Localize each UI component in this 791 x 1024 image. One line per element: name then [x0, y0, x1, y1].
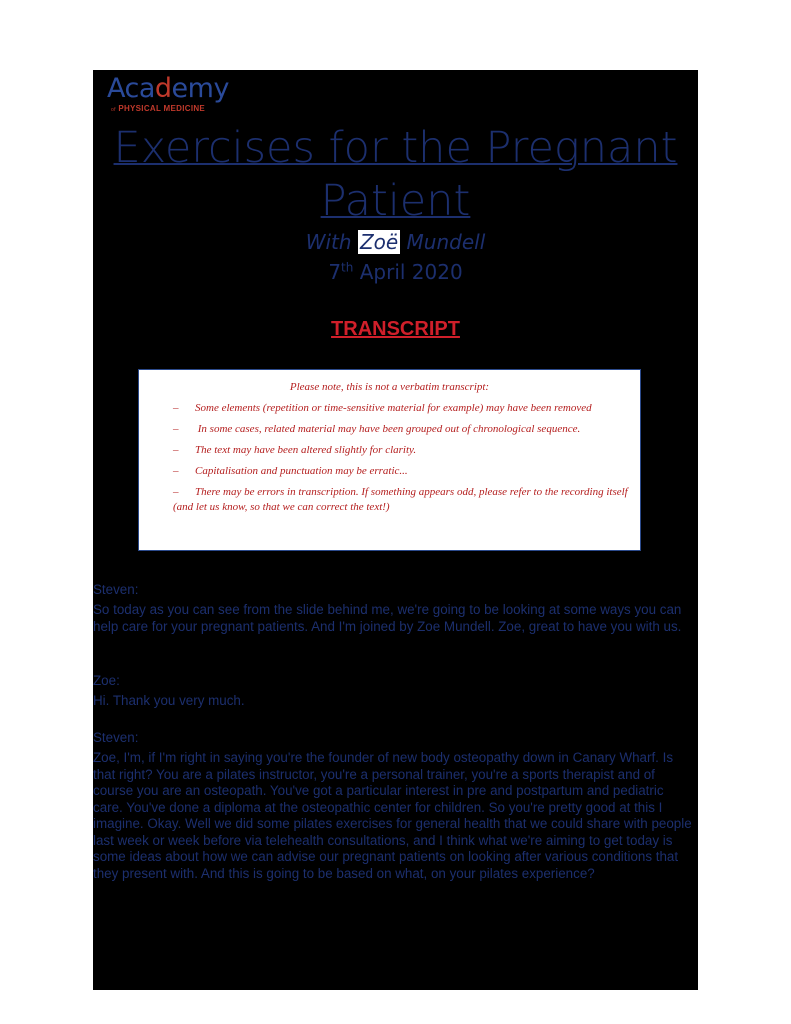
notice-item: – There may be errors in transcription. If something appears odd, please refer to the recording itself (and let us know, so that we can correct the text!) — [173, 486, 628, 513]
logo-wordmark: Academy — [107, 73, 229, 104]
dialogue-text: Hi. Thank you very much. — [93, 693, 245, 708]
speaker-label: Steven: — [93, 582, 139, 597]
transcript-heading: TRANSCRIPT — [331, 318, 460, 340]
notice-item: – The text may have been altered slightly for clarity. — [173, 444, 417, 456]
document-page — [93, 70, 698, 990]
academy-logo — [107, 74, 247, 114]
notice-heading: Please note, this is not a verbatim transcript: — [289, 381, 490, 393]
logo-subtitle: of PHYSICAL MEDICINE — [111, 104, 206, 113]
session-date: 7th April 2020 — [328, 260, 463, 284]
transcript-notice-box — [138, 369, 641, 551]
notice-item: – In some cases, related material may have been grouped out of chronological sequence. — [173, 423, 581, 435]
speaker-label: Zoe: — [93, 673, 120, 688]
notice-item: – Capitalisation and punctuation may be erratic... — [173, 465, 408, 477]
dialogue-text: So today as you can see from the slide behind me, we're going to be looking at some ways you can help care for your pregnant patients. And I'm joined by Zoe Mundell. Zoe, great to have you with us. — [93, 602, 682, 634]
notice-item: – Some elements (repetition or time-sensitive material for example) may have been removed — [173, 402, 592, 414]
document-title: Exercises for the Pregnant Patient — [113, 123, 678, 226]
speaker-label: Steven: — [93, 730, 139, 745]
presenter-first-name: Zoë — [359, 230, 399, 254]
presenter-line: With Zoë Mundell — [305, 230, 486, 254]
dialogue-text: Zoe, I'm, if I'm right in saying you're the founder of new body osteopathy down in Canary Wharf. Is that right? You are a pilates instructor, you're a personal trainer, you're a sports therapist and of course you are an osteopath. You've got a particular interest in pre and postpartum and pediatric care. You've done a diploma at the osteopathic center for children. So you're pretty good at this I imagine. Okay. Well we did some pilates exercises for general health that we could share with people last week or week before via telehealth consultations, and I think what we're aiming to get today is some ideas about how we can advise our pregnant patients on looking after various conditions that they present with. And this is going to be based on what, on your pilates experience? — [93, 750, 692, 881]
